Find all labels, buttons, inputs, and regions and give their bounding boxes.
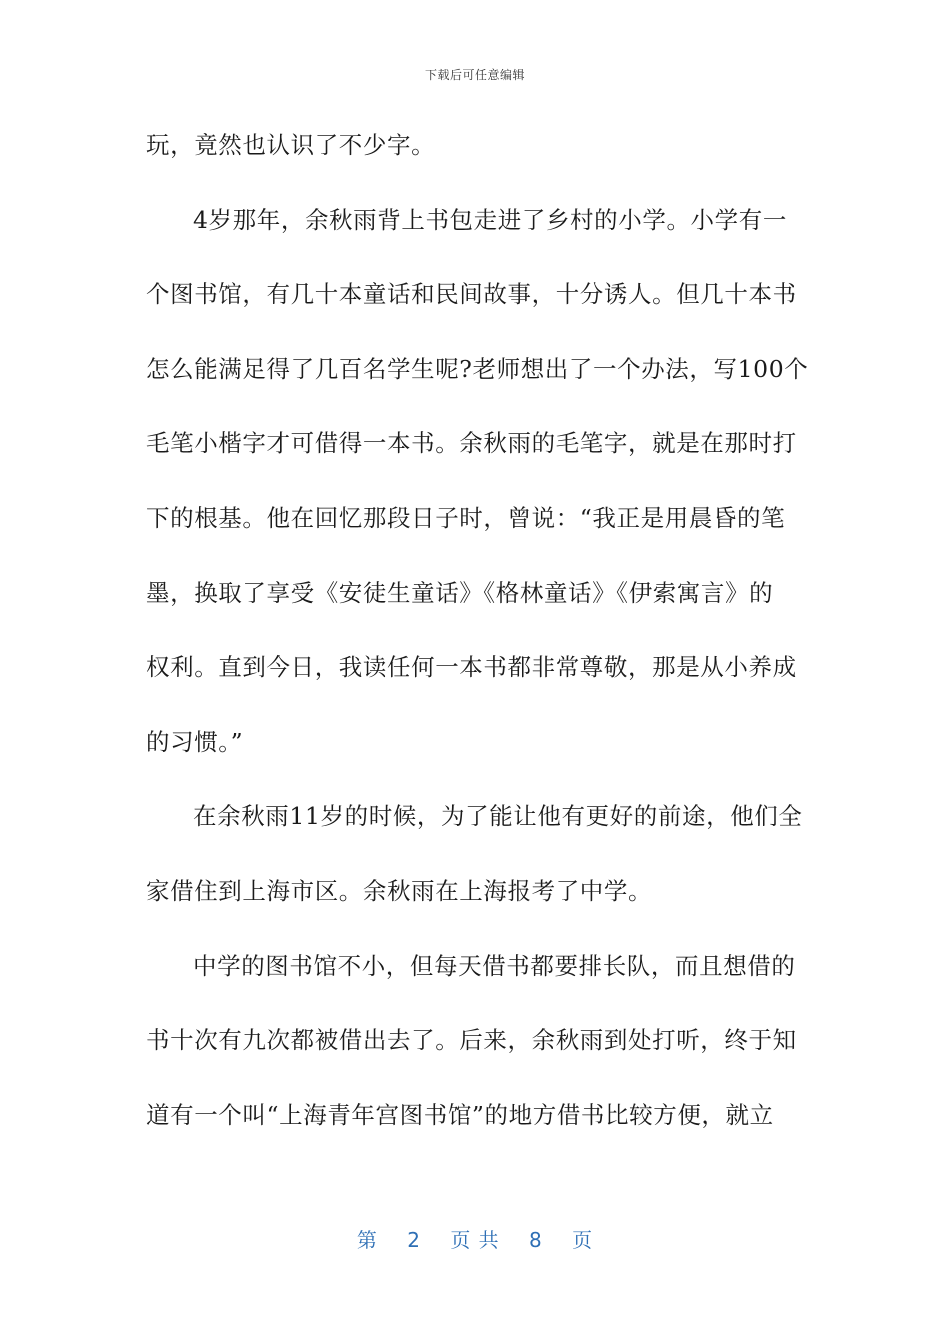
page-number-middle: 页 共 (450, 1228, 500, 1252)
paragraph (146, 120, 806, 195)
page-number-prefix: 第 (356, 1228, 378, 1252)
text-line: 墨，换取了享受《安徒生童话》《格林童话》《伊索寓言》的 (146, 578, 774, 607)
text-line: 下的根基。他在回忆那段日子时，曾说：“我正是用晨昏的笔 (146, 503, 786, 532)
text-line: 个图书馆，有几十本童话和民间故事，十分诱人。但几十本书 (146, 280, 797, 309)
total-pages-number: 8 (529, 1228, 543, 1252)
text-line: 玩，竟然也认识了不少字。 (146, 131, 436, 159)
text-line: 道有一个叫“上海青年宫图书馆”的地方借书比较方便，就立 (146, 1100, 774, 1129)
current-page-number: 2 (407, 1228, 421, 1252)
text-line: 家借住到上海市区。余秋雨在上海报考了中学。 (146, 876, 653, 905)
text-line: 在余秋雨11岁的时候，为了能让他有更好的前途，他们全 (193, 802, 803, 831)
text-line: 权利。直到今日，我读任何一本书都非常尊敬，那是从小养成 (146, 653, 797, 682)
text-line: 毛笔小楷字才可借得一本书。余秋雨的毛笔字，就是在那时打 (146, 429, 797, 458)
page-header: 下载后可任意编辑 (424, 68, 525, 82)
text-line: 怎么能满足得了几百名学生呢?老师想出了一个办法，写100个 (146, 354, 809, 383)
text-line: 中学的图书馆不小，但每天借书都要排长队，而且想借的 (193, 951, 796, 980)
page-footer (0, 1224, 950, 1253)
text-line: 4岁那年，余秋雨背上书包走进了乡村的小学。小学有一 (193, 205, 787, 234)
text-line: 的习惯。” (146, 727, 244, 756)
text-line: 书十次有九次都被借出去了。后来，余秋雨到处打听，终于知 (146, 1026, 797, 1055)
document-body (146, 120, 809, 1164)
paragraph (146, 791, 806, 940)
paragraph (146, 941, 806, 1165)
page-number-suffix: 页 (572, 1228, 594, 1252)
paragraph (146, 195, 809, 792)
